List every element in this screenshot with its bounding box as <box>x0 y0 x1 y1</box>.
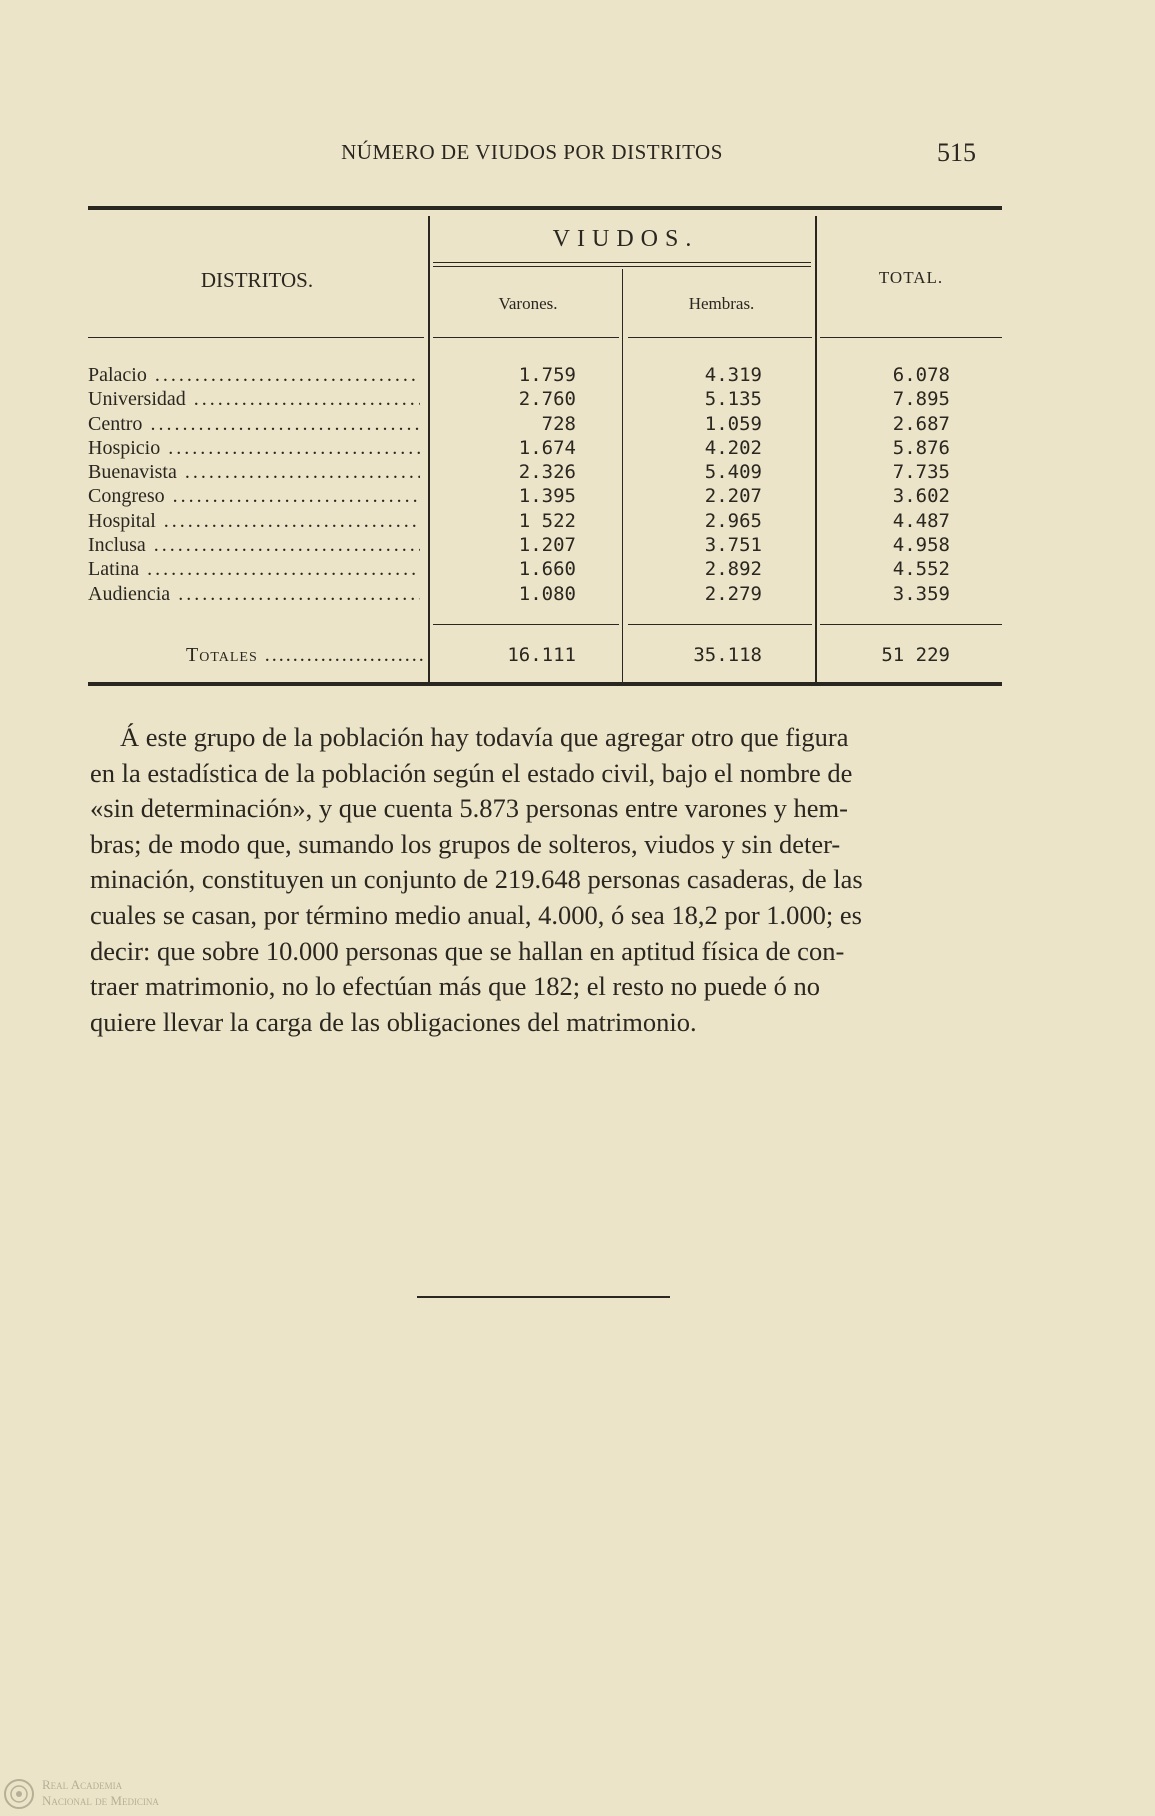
widowers-table <box>88 206 1002 686</box>
varones-value: 1.759 <box>518 364 576 386</box>
table-row <box>88 387 1002 411</box>
paragraph-line: bras; de modo que, sumando los grupos de solteros, viudos y sin deter- <box>90 828 841 859</box>
hembras-value: 5.409 <box>704 461 762 484</box>
total-value: 7.735 <box>892 461 950 484</box>
totals-label: Totales ..... <box>186 644 424 667</box>
total-value: 4.552 <box>892 558 950 581</box>
district-name: Hospicio ..... <box>88 436 420 460</box>
hembras-value: 1.059 <box>704 412 762 435</box>
total-value: 2.687 <box>892 412 950 435</box>
running-head <box>88 140 976 170</box>
total-value: 4.958 <box>892 534 950 557</box>
body-paragraph <box>90 720 1005 1040</box>
header-bottom-rule <box>433 337 619 338</box>
district-name: Hospital ..... <box>88 509 420 533</box>
hembras-value: 2.207 <box>704 485 762 508</box>
hembras-value: 4.202 <box>704 436 762 459</box>
totals-varones: 16.111 <box>507 644 576 666</box>
table-row <box>88 533 1002 557</box>
table-row <box>88 363 1002 387</box>
varones-value: 2.326 <box>518 461 576 484</box>
watermark-line: Real Academia <box>42 1777 123 1792</box>
group-header-rule <box>433 266 811 267</box>
district-name: Universidad ..... <box>88 387 420 411</box>
paragraph-line: en la estadística de la población según el estado civil, bajo el nombre de <box>90 757 853 788</box>
total-value: 7.895 <box>892 388 950 411</box>
varones-value: 1.395 <box>518 485 576 508</box>
district-name: Inclusa ..... <box>88 533 420 557</box>
header-varones: Varones. <box>498 294 558 313</box>
page-number: 515 <box>937 138 976 167</box>
totals-rule <box>628 624 812 625</box>
varones-value: 2.760 <box>518 388 576 411</box>
totals-total: 51 229 <box>881 644 950 666</box>
table-body <box>88 363 1002 606</box>
header-bottom-rule <box>88 337 424 338</box>
header-bottom-rule <box>628 337 812 338</box>
running-title: NÚMERO DE VIUDOS POR DISTRITOS <box>341 140 723 164</box>
table-row <box>88 460 1002 484</box>
hembras-value: 3.751 <box>704 534 762 557</box>
varones-value: 1.660 <box>518 558 576 581</box>
watermark-line: Nacional de Medicina <box>42 1793 159 1808</box>
seal-icon <box>2 1777 36 1811</box>
hembras-value: 2.892 <box>704 558 762 581</box>
header-hembras: Hembras. <box>688 294 755 313</box>
totals-rule <box>820 624 1002 625</box>
varones-value: 728 <box>541 412 576 435</box>
header-total: TOTAL. <box>878 268 944 287</box>
paragraph-line: quiere llevar la carga de las obligaciones del matrimonio. <box>90 1006 697 1037</box>
hembras-value: 2.279 <box>704 582 762 605</box>
hembras-value: 2.965 <box>704 509 762 532</box>
totals-hembras: 35.118 <box>693 644 762 666</box>
district-name: Audiencia ..... <box>88 582 420 606</box>
table-row <box>88 557 1002 581</box>
total-value: 5.876 <box>892 436 950 459</box>
header-viudos: VIUDOS. <box>552 226 699 252</box>
table-row <box>88 412 1002 436</box>
totals-rule <box>433 624 619 625</box>
table-row <box>88 436 1002 460</box>
total-value: 6.078 <box>892 364 950 386</box>
total-value: 4.487 <box>892 509 950 532</box>
header-bottom-rule <box>820 337 1002 338</box>
district-name: Centro ..... <box>88 412 420 436</box>
hembras-value: 5.135 <box>704 388 762 411</box>
paragraph-line: cuales se casan, por término medio anual, 4.000, ó sea 18,2 por 1.000; es <box>90 899 862 930</box>
varones-value: 1.207 <box>518 534 576 557</box>
group-header-rule <box>433 262 811 263</box>
header-distritos: DISTRITOS. <box>200 268 314 292</box>
table-top-rule <box>88 206 1002 210</box>
district-name: Latina ..... <box>88 557 420 581</box>
paragraph-line: «sin determinación», y que cuenta 5.873 personas entre varones y hem- <box>90 793 848 824</box>
watermark-text <box>42 1777 159 1809</box>
district-name: Palacio ..... <box>88 363 420 387</box>
paragraph-line: minación, constituyen un conjunto de 219.648 personas casaderas, de las <box>90 864 863 895</box>
end-rule <box>417 1296 670 1298</box>
table-row <box>88 582 1002 606</box>
library-watermark <box>0 1775 240 1815</box>
district-name: Congreso ..... <box>88 484 420 508</box>
district-name: Buenavista ..... <box>88 460 420 484</box>
table-row <box>88 484 1002 508</box>
varones-value: 1.080 <box>518 582 576 605</box>
paragraph-line: decir: que sobre 10.000 personas que se hallan en aptitud física de con- <box>90 935 845 966</box>
total-value: 3.602 <box>892 485 950 508</box>
varones-value: 1.674 <box>518 436 576 459</box>
paragraph-line: traer matrimonio, no lo efectúan más que 182; el resto no puede ó no <box>90 971 821 1002</box>
hembras-value: 4.319 <box>704 364 762 386</box>
table-bottom-rule <box>88 682 1002 686</box>
total-value: 3.359 <box>892 582 950 605</box>
table-row <box>88 509 1002 533</box>
varones-value: 1 522 <box>518 509 576 532</box>
paragraph-line: Á este grupo de la población hay todavía que agregar otro que figura <box>120 722 849 752</box>
